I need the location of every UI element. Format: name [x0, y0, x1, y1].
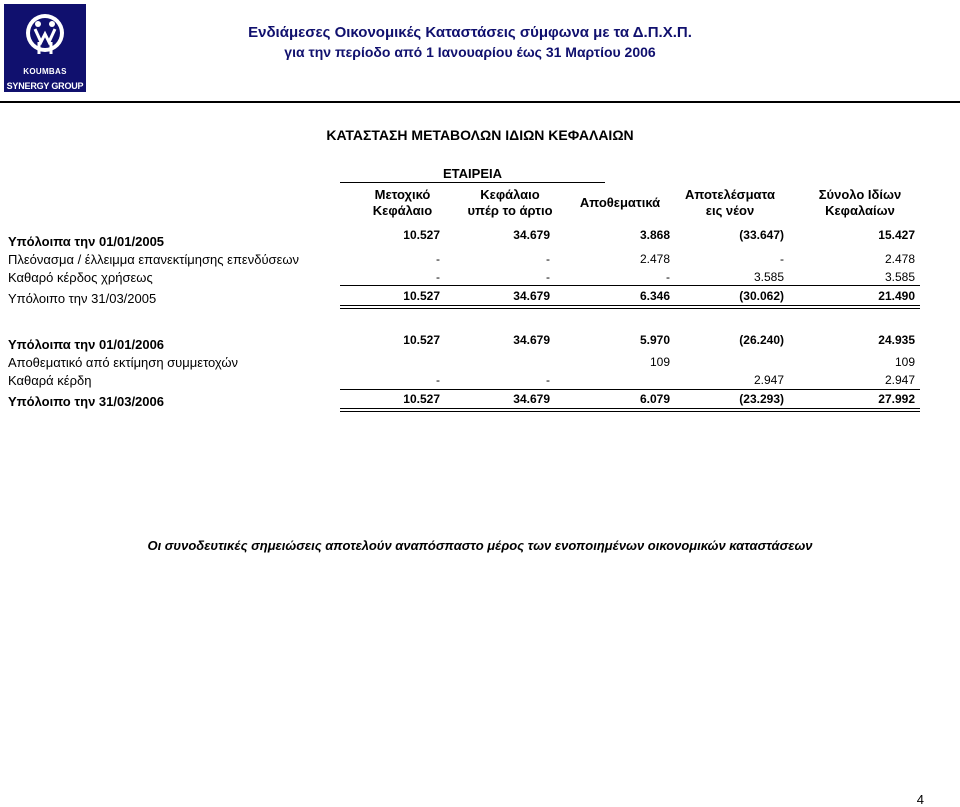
row-label-balance-2005-01-01: Υπόλοιπα την 01/01/2005 — [8, 234, 165, 249]
total-double-line-bottom — [340, 308, 920, 309]
cell: 2.947 — [884, 373, 915, 387]
column-header-line: εις νέον — [705, 203, 755, 218]
row-label-balance-2005-03-31: Υπόλοιπο την 31/03/2005 — [8, 291, 157, 306]
column-header-line: υπέρ το άρτιο — [467, 203, 553, 218]
row-label-balance-2006-01-01: Υπόλοιπα την 01/01/2006 — [8, 337, 165, 352]
cell: - — [436, 252, 440, 266]
cell: 2.478 — [884, 252, 915, 266]
total-double-line-top — [340, 305, 920, 306]
cell: 27.992 — [878, 392, 915, 406]
column-header-total-equity — [795, 187, 925, 219]
cell: (30.062) — [739, 289, 784, 303]
header-divider — [0, 101, 960, 103]
cell: 3.585 — [753, 270, 784, 284]
cell: (33.647) — [739, 228, 784, 242]
cell: 10.527 — [403, 289, 440, 303]
cell: 5.970 — [639, 333, 670, 347]
row-label-participation-reserve: Αποθεματικό από εκτίμηση συμμετοχών — [8, 355, 239, 370]
cell: 24.935 — [878, 333, 915, 347]
row-label-balance-2006-03-31: Υπόλοιπο την 31/03/2006 — [8, 394, 164, 409]
column-header-line: Κεφάλαιο — [480, 187, 540, 202]
cell: 10.527 — [403, 228, 440, 242]
column-header-line: Κεφαλαίων — [825, 203, 895, 218]
logo-group: SYNERGY GROUP — [6, 81, 84, 91]
cell: 15.427 — [878, 228, 915, 242]
cell: 10.527 — [403, 392, 440, 406]
column-header-line: Σύνολο Ιδίων — [818, 187, 902, 202]
cell: 109 — [894, 355, 915, 369]
cell: - — [546, 252, 550, 266]
page-number: 4 — [916, 792, 924, 807]
cell: - — [780, 252, 784, 266]
company-logo — [4, 4, 86, 92]
column-header-line: Αποτελέσματα — [685, 187, 775, 202]
footnote: Οι συνοδευτικές σημειώσεις αποτελούν αναπόσπαστο μέρος των ενοποιημένων οικονομικών καταστάσεων — [147, 538, 813, 553]
cell: 10.527 — [403, 333, 440, 347]
row-label-net-profit: Καθαρό κέρδος χρήσεως — [8, 270, 153, 285]
cell: 34.679 — [513, 333, 550, 347]
subtotal-line — [340, 389, 920, 390]
cell: 3.585 — [884, 270, 915, 284]
company-group-underline — [340, 182, 605, 183]
cell: 34.679 — [513, 228, 550, 242]
cell: 6.079 — [639, 392, 670, 406]
cell: 2.478 — [639, 252, 670, 266]
cell: 34.679 — [513, 289, 550, 303]
cell: 6.346 — [639, 289, 670, 303]
cell: 34.679 — [513, 392, 550, 406]
cell: - — [666, 270, 670, 284]
cell: - — [436, 373, 440, 387]
column-header-line: Αποθεματικά — [579, 195, 661, 210]
column-header-line: Μετοχικό — [374, 187, 431, 202]
cell: 21.490 — [878, 289, 915, 303]
total-double-line-bottom — [340, 411, 920, 412]
cell: (26.240) — [739, 333, 784, 347]
cell: 109 — [649, 355, 670, 369]
row-label-revaluation: Πλεόνασμα / έλλειμμα επανεκτίμησης επενδύσεων — [8, 252, 300, 267]
column-header-retained-earnings — [660, 187, 800, 219]
column-header-line: Κεφάλαιο — [372, 203, 433, 218]
logo-name: KOUMBAS — [23, 67, 67, 76]
report-header-line1: Ενδιάμεσες Οικονομικές Καταστάσεις σύμφωνα με τα Δ.Π.Χ.Π. — [248, 24, 692, 41]
cell: 2.947 — [753, 373, 784, 387]
cell: - — [546, 373, 550, 387]
company-group-label: ΕΤΑΙΡΕΙΑ — [443, 166, 502, 181]
subtotal-line — [340, 285, 920, 286]
row-label-net-earnings: Καθαρά κέρδη — [8, 373, 92, 388]
cell: - — [436, 270, 440, 284]
cell: - — [546, 270, 550, 284]
total-double-line-top — [340, 408, 920, 409]
cell: (23.293) — [739, 392, 784, 406]
report-header-line2: για την περίοδο από 1 Ιανουαρίου έως 31 Μαρτίου 2006 — [284, 44, 656, 60]
page-title: ΚΑΤΑΣΤΑΣΗ ΜΕΤΑΒΟΛΩΝ ΙΔΙΩΝ ΚΕΦΑΛΑΙΩΝ — [326, 127, 634, 143]
cell: 3.868 — [639, 228, 670, 242]
koumbas-logo-icon — [22, 12, 68, 62]
